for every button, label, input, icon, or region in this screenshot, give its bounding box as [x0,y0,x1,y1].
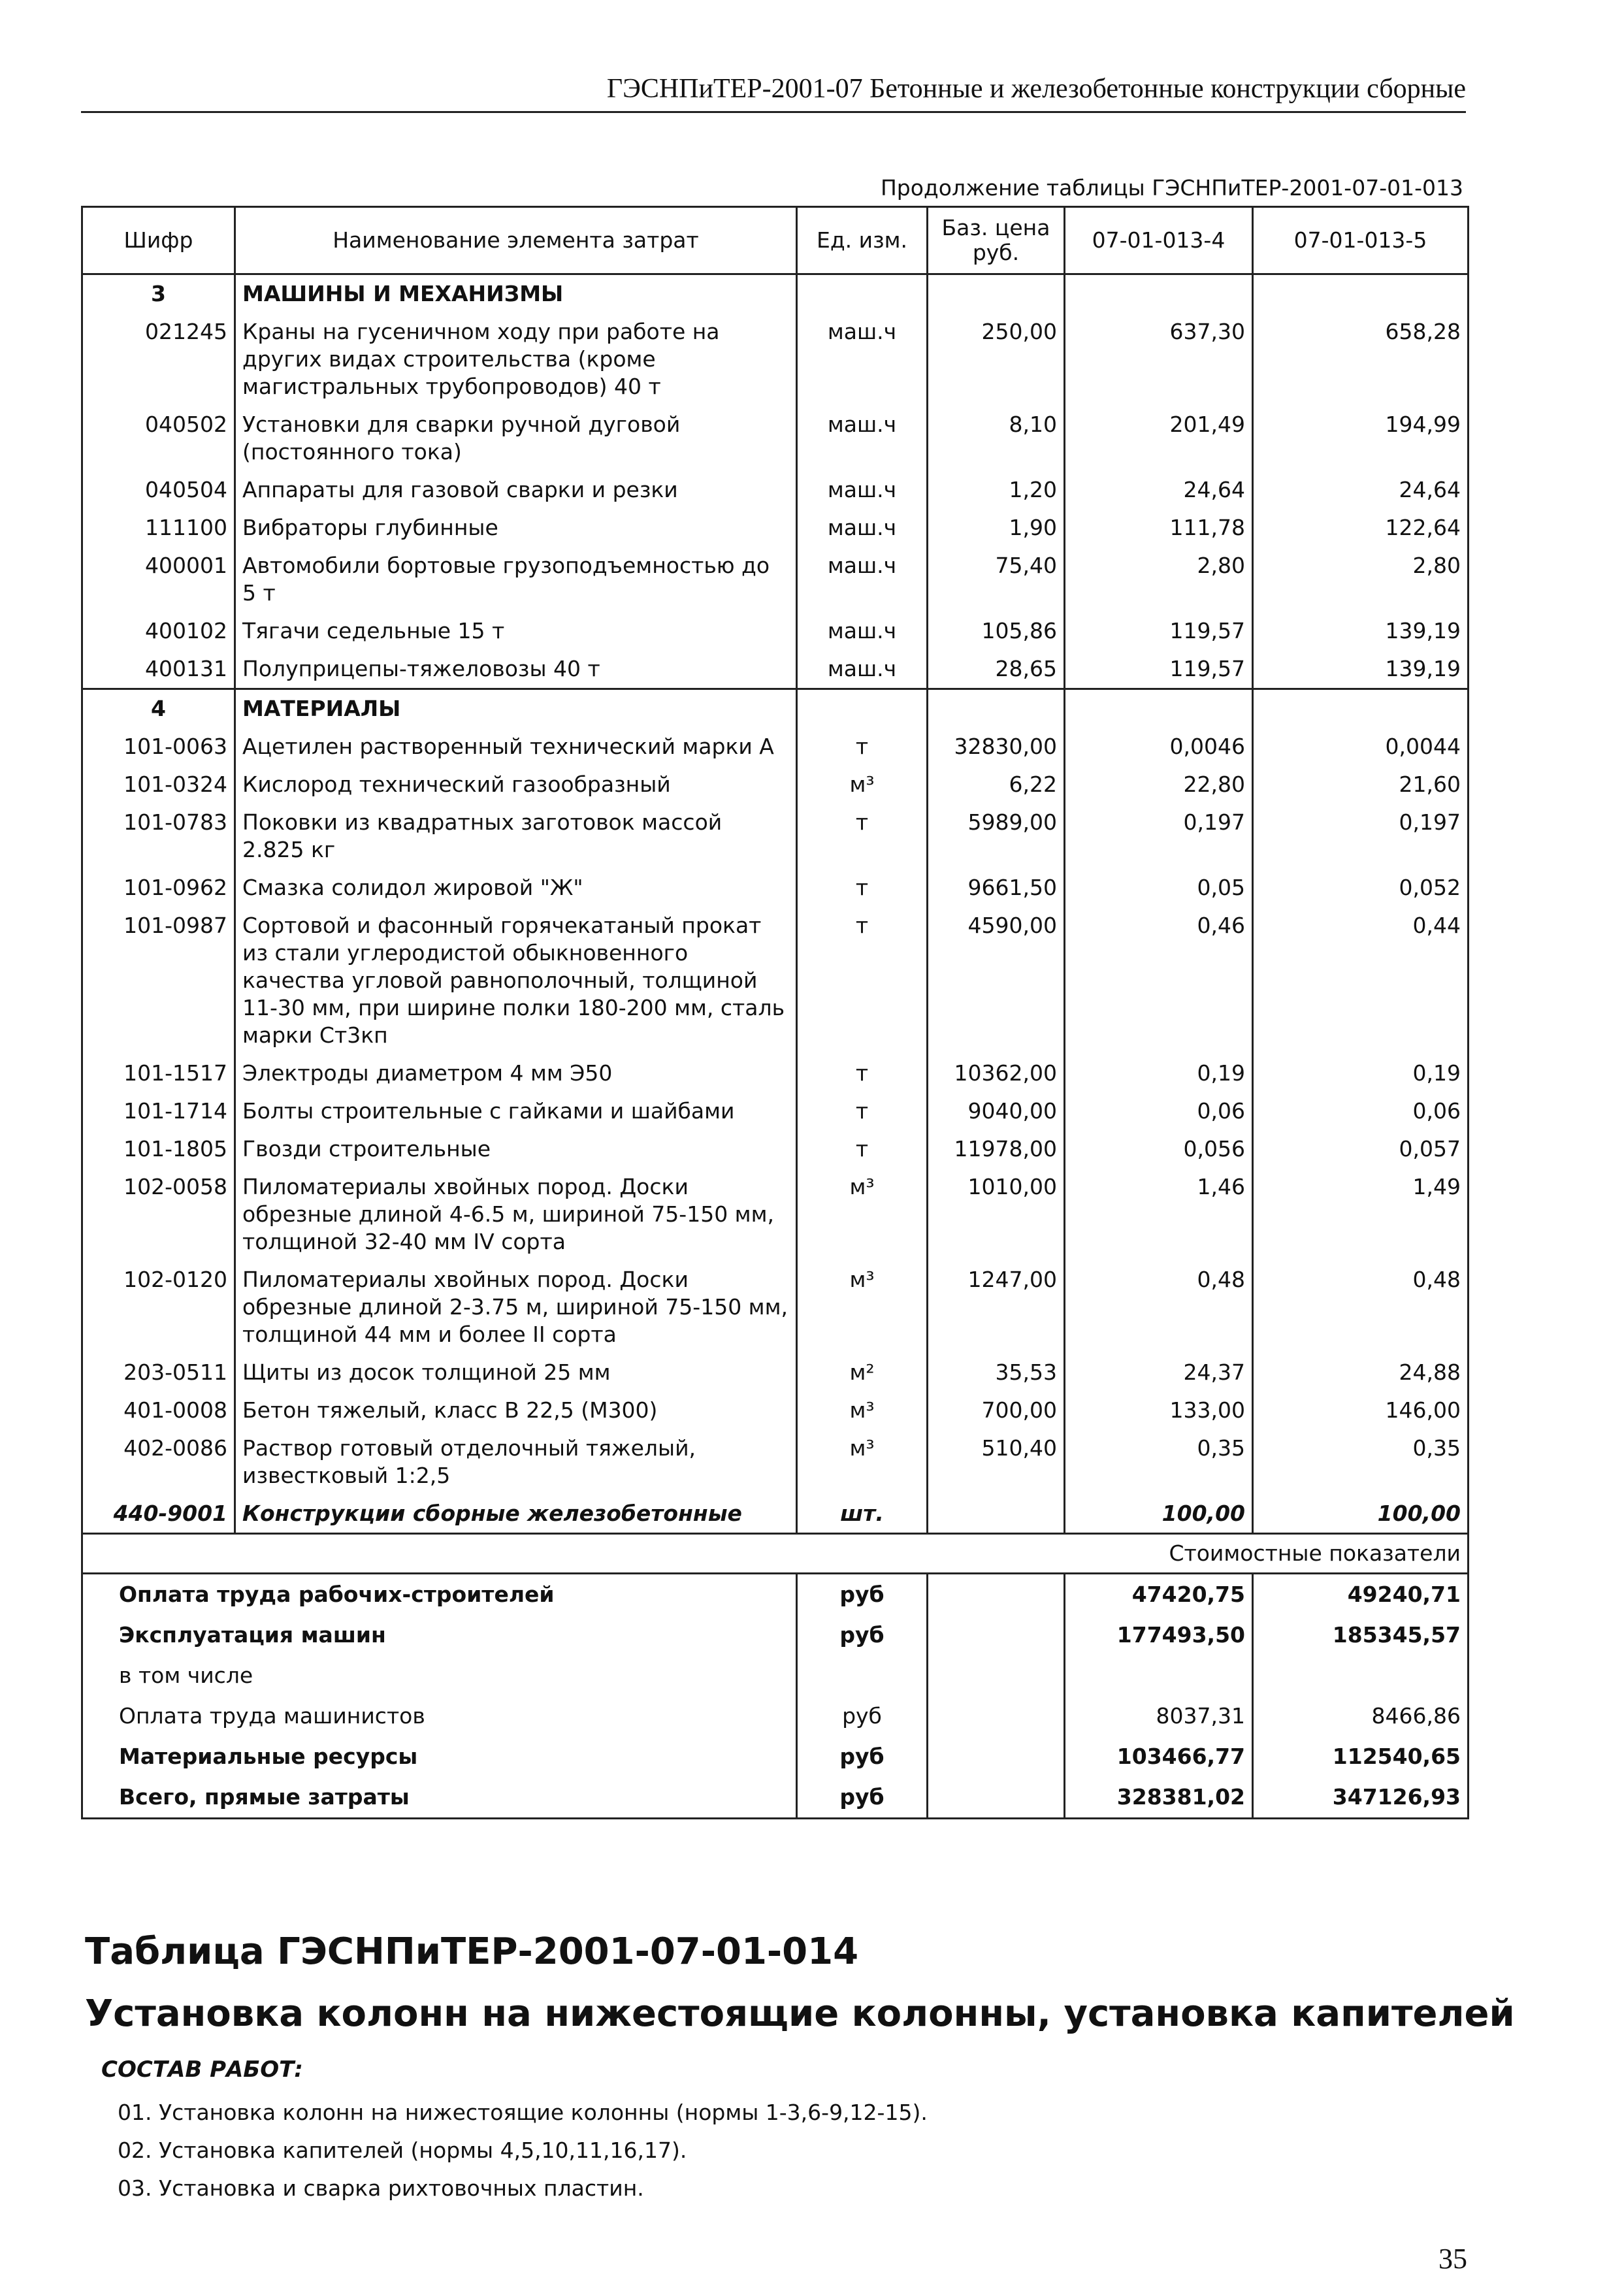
cell-c1: 119,57 [1065,612,1253,650]
empty-cell [928,1777,1065,1819]
cost-unit: руб [797,1574,928,1616]
table-row [82,509,1469,547]
empty-cell [1065,274,1253,314]
cell-unit: маш.ч [797,313,928,406]
cell-unit: т [797,1054,928,1092]
table-row [82,471,1469,509]
cell-unit: т [797,1092,928,1130]
table-row [82,313,1469,406]
cost-unit [797,1655,928,1696]
table-row [82,869,1469,907]
empty-cell [928,1615,1065,1655]
cell-price: 28,65 [928,650,1065,689]
cell-code: 040504 [82,471,235,509]
cell-unit: маш.ч [797,471,928,509]
cell-price: 700,00 [928,1391,1065,1429]
cell-unit: м³ [797,1429,928,1495]
col-header-code: Шифр [82,207,235,274]
next-table-subtitle: Установка колонн на нижестоящие колонны, установка капителей [85,1992,1515,2035]
cost-label: Всего, прямые затраты [82,1777,797,1819]
cell-name: Кислород технический газообразный [235,766,797,804]
section-code: 4 [82,689,235,728]
cell-unit: т [797,869,928,907]
table-row [82,907,1469,1054]
cell-name: Раствор готовый отделочный тяжелый, известковый 1:2,5 [235,1429,797,1495]
cell-name: Поковки из квадратных заготовок массой 2.825 кг [235,804,797,869]
cell-price: 75,40 [928,547,1065,612]
cost-unit: руб [797,1696,928,1736]
cell-c1: 119,57 [1065,650,1253,689]
cell-name: Сортовой и фасонный горячекатаный прокат из стали углеродистой обыкновенного качества угловой равнополочный, толщиной 11-30 мм, при ширине полки 180-200 мм, сталь марки Ст3кп [235,907,797,1054]
cell-c1: 24,64 [1065,471,1253,509]
cell-name: Пиломатериалы хвойных пород. Доски обрезные длиной 4-6.5 м, шириной 75-150 мм, толщиной 32-40 мм IV сорта [235,1168,797,1261]
cell-c2: 0,052 [1253,869,1469,907]
cost-c2: 112540,65 [1253,1736,1469,1777]
cell-code: 440-9001 [82,1495,235,1534]
cell-code: 101-0783 [82,804,235,869]
cell-unit: т [797,804,928,869]
cell-unit: т [797,1130,928,1168]
cell-name: Бетон тяжелый, класс В 22,5 (М300) [235,1391,797,1429]
work-item: 03. Установка и сварка рихтовочных пластин. [118,2175,644,2201]
cell-price: 250,00 [928,313,1065,406]
works-heading: СОСТАВ РАБОТ: [101,2057,303,2083]
cell-name: Болты строительные с гайками и шайбами [235,1092,797,1130]
table-row [82,766,1469,804]
cell-unit: т [797,907,928,1054]
cell-name: Тягачи седельные 15 т [235,612,797,650]
cell-code: 203-0511 [82,1354,235,1391]
cost-c2: 347126,93 [1253,1777,1469,1819]
cell-name: Установки для сварки ручной дуговой (постоянного тока) [235,406,797,471]
cell-price: 105,86 [928,612,1065,650]
cell-c1: 111,78 [1065,509,1253,547]
table-row [82,612,1469,650]
cell-name: Щиты из досок толщиной 25 мм [235,1354,797,1391]
table-row [82,547,1469,612]
cell-c2: 658,28 [1253,313,1469,406]
cell-code: 021245 [82,313,235,406]
cell-c1: 0,19 [1065,1054,1253,1092]
cell-price: 510,40 [928,1429,1065,1495]
cell-c2: 146,00 [1253,1391,1469,1429]
cell-price: 1247,00 [928,1261,1065,1354]
cell-c2: 139,19 [1253,650,1469,689]
cell-unit: маш.ч [797,650,928,689]
cost-c1: 103466,77 [1065,1736,1253,1777]
cell-name: Аппараты для газовой сварки и резки [235,471,797,509]
cost-label: в том числе [82,1655,797,1696]
section-code: 3 [82,274,235,314]
cell-price: 1010,00 [928,1168,1065,1261]
cell-c2: 0,0044 [1253,728,1469,766]
cell-price [928,1495,1065,1534]
cell-code: 402-0086 [82,1429,235,1495]
cell-code: 400102 [82,612,235,650]
cell-code: 101-1517 [82,1054,235,1092]
cell-unit: маш.ч [797,612,928,650]
empty-cell [928,274,1065,314]
cost-row [82,1615,1469,1655]
table-row [82,1168,1469,1261]
table-row [82,1354,1469,1391]
cost-c2: 185345,57 [1253,1615,1469,1655]
col-header-name: Наименование элемента затрат [235,207,797,274]
cell-unit: м³ [797,1391,928,1429]
work-item: 01. Установка колонн на нижестоящие колонны (нормы 1-3,6-9,12-15). [118,2100,928,2125]
cell-c2: 0,06 [1253,1092,1469,1130]
cell-price: 1,20 [928,471,1065,509]
cell-unit: маш.ч [797,547,928,612]
table-row [82,1092,1469,1130]
table-row [82,1261,1469,1354]
empty-cell [1065,689,1253,728]
cost-label: Материальные ресурсы [82,1736,797,1777]
cell-name: Ацетилен растворенный технический марки А [235,728,797,766]
cell-name: Вибраторы глубинные [235,509,797,547]
resource-table [81,206,1469,1819]
cost-c2 [1253,1655,1469,1696]
cell-c1: 22,80 [1065,766,1253,804]
cell-c2: 0,35 [1253,1429,1469,1495]
section-row [82,689,1469,728]
cell-code: 101-0063 [82,728,235,766]
cell-c1: 133,00 [1065,1391,1253,1429]
cell-c2: 194,99 [1253,406,1469,471]
cell-code: 400131 [82,650,235,689]
cell-c1: 1,46 [1065,1168,1253,1261]
cell-c1: 100,00 [1065,1495,1253,1534]
cost-c2: 49240,71 [1253,1574,1469,1616]
cell-name: Автомобили бортовые грузоподъемностью до 5 т [235,547,797,612]
cost-row [82,1736,1469,1777]
section-row [82,274,1469,314]
cost-row [82,1696,1469,1736]
cell-unit: м³ [797,1168,928,1261]
empty-cell [928,1696,1065,1736]
cell-unit: м² [797,1354,928,1391]
cell-name: Полуприцепы-тяжеловозы 40 т [235,650,797,689]
empty-cell [797,689,928,728]
works-list [118,2094,928,2207]
cell-c2: 1,49 [1253,1168,1469,1261]
cell-name: Смазка солидол жировой "Ж" [235,869,797,907]
cell-code: 102-0058 [82,1168,235,1261]
cell-name: Конструкции сборные железобетонные [235,1495,797,1534]
cell-c2: 2,80 [1253,547,1469,612]
cell-price: 9040,00 [928,1092,1065,1130]
cell-name: Краны на гусеничном ходу при работе на других видах строительства (кроме магистральных трубопроводов) 40 т [235,313,797,406]
cell-price: 6,22 [928,766,1065,804]
cost-caption: Стоимостные показатели [82,1534,1469,1574]
table-row [82,650,1469,689]
cell-price: 8,10 [928,406,1065,471]
empty-cell [928,689,1065,728]
cell-c1: 0,06 [1065,1092,1253,1130]
cell-name: Пиломатериалы хвойных пород. Доски обрезные длиной 2-3.75 м, шириной 75-150 мм, толщиной 44 мм и более II сорта [235,1261,797,1354]
cell-c1: 0,46 [1065,907,1253,1054]
cell-name: Электроды диаметром 4 мм Э50 [235,1054,797,1092]
table-row [82,728,1469,766]
cell-code: 101-0987 [82,907,235,1054]
cell-name: Гвозди строительные [235,1130,797,1168]
cell-c2: 0,197 [1253,804,1469,869]
cost-c1: 47420,75 [1065,1574,1253,1616]
cell-code: 040502 [82,406,235,471]
table-row [82,804,1469,869]
table-row [82,1429,1469,1495]
cost-c1: 328381,02 [1065,1777,1253,1819]
cost-c2: 8466,86 [1253,1696,1469,1736]
cell-unit: т [797,728,928,766]
table-body [82,274,1469,1819]
cost-label: Оплата труда машинистов [82,1696,797,1736]
table-row [82,406,1469,471]
col-header-unit: Ед. изм. [797,207,928,274]
cell-price: 10362,00 [928,1054,1065,1092]
cost-c1: 177493,50 [1065,1615,1253,1655]
col-header-price: Баз. цена руб. [928,207,1065,274]
cell-code: 111100 [82,509,235,547]
cost-unit: руб [797,1736,928,1777]
cost-row [82,1777,1469,1819]
table-row-final [82,1495,1469,1534]
cell-c2: 0,44 [1253,907,1469,1054]
table-header-row [82,207,1469,274]
empty-cell [1253,689,1469,728]
cell-c1: 0,05 [1065,869,1253,907]
cell-c1: 24,37 [1065,1354,1253,1391]
page-number: 35 [1438,2243,1467,2275]
cost-unit: руб [797,1615,928,1655]
cell-code: 101-1805 [82,1130,235,1168]
empty-cell [928,1574,1065,1616]
cell-code: 401-0008 [82,1391,235,1429]
cell-code: 101-0324 [82,766,235,804]
cell-c2: 24,64 [1253,471,1469,509]
cell-unit: маш.ч [797,509,928,547]
empty-cell [797,274,928,314]
cell-c1: 2,80 [1065,547,1253,612]
cost-label: Эксплуатация машин [82,1615,797,1655]
cell-code: 101-0962 [82,869,235,907]
cell-code: 102-0120 [82,1261,235,1354]
section-title: МАТЕРИАЛЫ [235,689,797,728]
cost-row [82,1655,1469,1696]
empty-cell [928,1736,1065,1777]
running-header: ГЭСНПиТЕР-2001-07 Бетонные и железобетонные конструкции сборные [81,73,1466,113]
cost-label: Оплата труда рабочих-строителей [82,1574,797,1616]
cell-c2: 122,64 [1253,509,1469,547]
cell-price: 32830,00 [928,728,1065,766]
cost-c1 [1065,1655,1253,1696]
cell-c1: 201,49 [1065,406,1253,471]
cell-c1: 0,0046 [1065,728,1253,766]
cost-c1: 8037,31 [1065,1696,1253,1736]
cell-unit: маш.ч [797,406,928,471]
cell-c1: 0,48 [1065,1261,1253,1354]
cell-c2: 24,88 [1253,1354,1469,1391]
cell-c1: 0,35 [1065,1429,1253,1495]
cell-price: 5989,00 [928,804,1065,869]
cost-row [82,1574,1469,1616]
cell-price: 35,53 [928,1354,1065,1391]
cell-unit: шт. [797,1495,928,1534]
work-item: 02. Установка капителей (нормы 4,5,10,11,16,17). [118,2138,687,2163]
cell-price: 1,90 [928,509,1065,547]
cell-c1: 0,197 [1065,804,1253,869]
cell-c2: 0,19 [1253,1054,1469,1092]
empty-cell [928,1655,1065,1696]
cell-c2: 0,057 [1253,1130,1469,1168]
cell-code: 400001 [82,547,235,612]
table-row [82,1054,1469,1092]
cost-unit: руб [797,1777,928,1819]
col-header-c1: 07-01-013-4 [1065,207,1253,274]
next-table-title: Таблица ГЭСНПиТЕР-2001-07-01-014 [85,1930,859,1973]
cell-c2: 0,48 [1253,1261,1469,1354]
table-row [82,1130,1469,1168]
cell-unit: м³ [797,766,928,804]
cell-price: 9661,50 [928,869,1065,907]
cell-code: 101-1714 [82,1092,235,1130]
cell-price: 4590,00 [928,907,1065,1054]
cost-caption-row [82,1534,1469,1574]
cell-c1: 0,056 [1065,1130,1253,1168]
cell-price: 11978,00 [928,1130,1065,1168]
cell-c2: 100,00 [1253,1495,1469,1534]
cell-c1: 637,30 [1065,313,1253,406]
cell-c2: 139,19 [1253,612,1469,650]
table-caption: Продолжение таблицы ГЭСНПиТЕР-2001-07-01-013 [880,175,1463,201]
col-header-c2: 07-01-013-5 [1253,207,1469,274]
cell-unit: м³ [797,1261,928,1354]
table-row [82,1391,1469,1429]
section-title: МАШИНЫ И МЕХАНИЗМЫ [235,274,797,314]
empty-cell [1253,274,1469,314]
cell-c2: 21,60 [1253,766,1469,804]
